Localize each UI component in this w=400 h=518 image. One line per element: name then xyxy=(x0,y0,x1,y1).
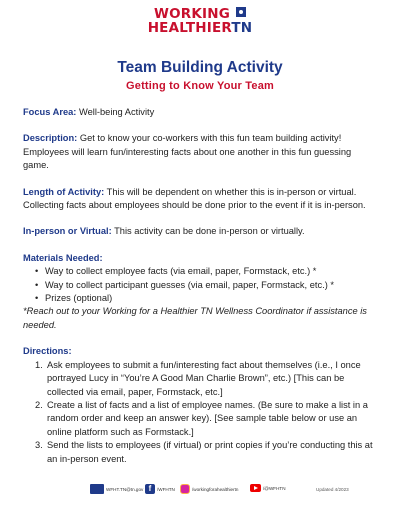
mode-text: This activity can be done in-person or virtually. xyxy=(111,226,305,237)
logo-o-person-icon: O xyxy=(169,6,181,22)
description-text: Get to know your co-workers with this fun team building activity! Employees will learn fun/interesting facts about one another in this fun guessing game. xyxy=(23,133,352,171)
document-body xyxy=(23,106,377,466)
mode-label: In-person or Virtual: xyxy=(23,226,112,237)
footer-email[interactable]: WFHT.TN@tn.gov xyxy=(90,484,143,494)
directions-heading: Directions: xyxy=(23,346,72,357)
logo-healthier: HEALTHIERTN xyxy=(147,20,253,36)
length-of-activity xyxy=(23,186,377,213)
facebook-icon: f xyxy=(145,484,155,494)
list-item: 2. Create a list of facts and a list of employee names. (Be sure to make a list in a random order and keep an answer key). [See sample table below or use an online platform such as Formstack.] xyxy=(35,399,368,437)
tn-flag-icon xyxy=(236,7,246,17)
description-label: Description: xyxy=(23,133,78,144)
page-title: Team Building Activity xyxy=(117,59,283,76)
footer-facebook[interactable]: f /WFHTN xyxy=(145,484,175,494)
list-item: • Way to collect participant guesses (via email, paper, Formstack, etc.) * xyxy=(35,279,377,292)
list-item: 1. Ask employees to submit a fun/interesting fact about themselves (i.e., I once portrayed Lucy in “You’re A Good Man Charlie Brown”, etc.) [This can be collected via email, paper, Formstack, etc.] xyxy=(35,359,361,397)
logo xyxy=(0,7,400,35)
youtube-icon xyxy=(250,484,261,492)
list-item: 3. Send the lists to employees (if virtual) or print copies if you’re conducting this at an in-person event. xyxy=(35,440,373,464)
description xyxy=(23,132,377,172)
updated-date: Updated 4/2023 xyxy=(316,487,349,492)
list-item: • Prizes (optional) xyxy=(35,292,377,305)
materials-list xyxy=(35,265,377,305)
instagram-icon xyxy=(180,484,190,494)
logo-working: WORKING xyxy=(0,7,400,21)
focus-area xyxy=(23,106,377,119)
materials-note: *Reach out to your Working for a Healthier TN Wellness Coordinator if assistance is needed. xyxy=(23,306,367,330)
length-label: Length of Activity: xyxy=(23,186,105,197)
directions-list xyxy=(35,359,377,466)
list-item: • Way to collect employee facts (via email, paper, Formstack, etc.) * xyxy=(35,265,377,278)
length-text: This will be dependent on whether this is in-person or virtual. Collecting facts about employees should be done prior to the event if it is in-person. xyxy=(23,186,366,211)
focus-area-text: Well-being Activity xyxy=(76,107,155,117)
footer-instagram[interactable]: /workingforahealthiertn xyxy=(180,484,238,494)
footer xyxy=(0,480,400,498)
in-person-or-virtual xyxy=(23,225,377,238)
focus-area-label: Focus Area: xyxy=(23,107,77,117)
email-icon xyxy=(90,484,104,494)
page-subtitle: Getting to Know Your Team xyxy=(126,80,274,92)
footer-youtube[interactable]: /@WFHTN xyxy=(250,484,286,492)
materials-heading: Materials Needed: xyxy=(23,252,103,263)
